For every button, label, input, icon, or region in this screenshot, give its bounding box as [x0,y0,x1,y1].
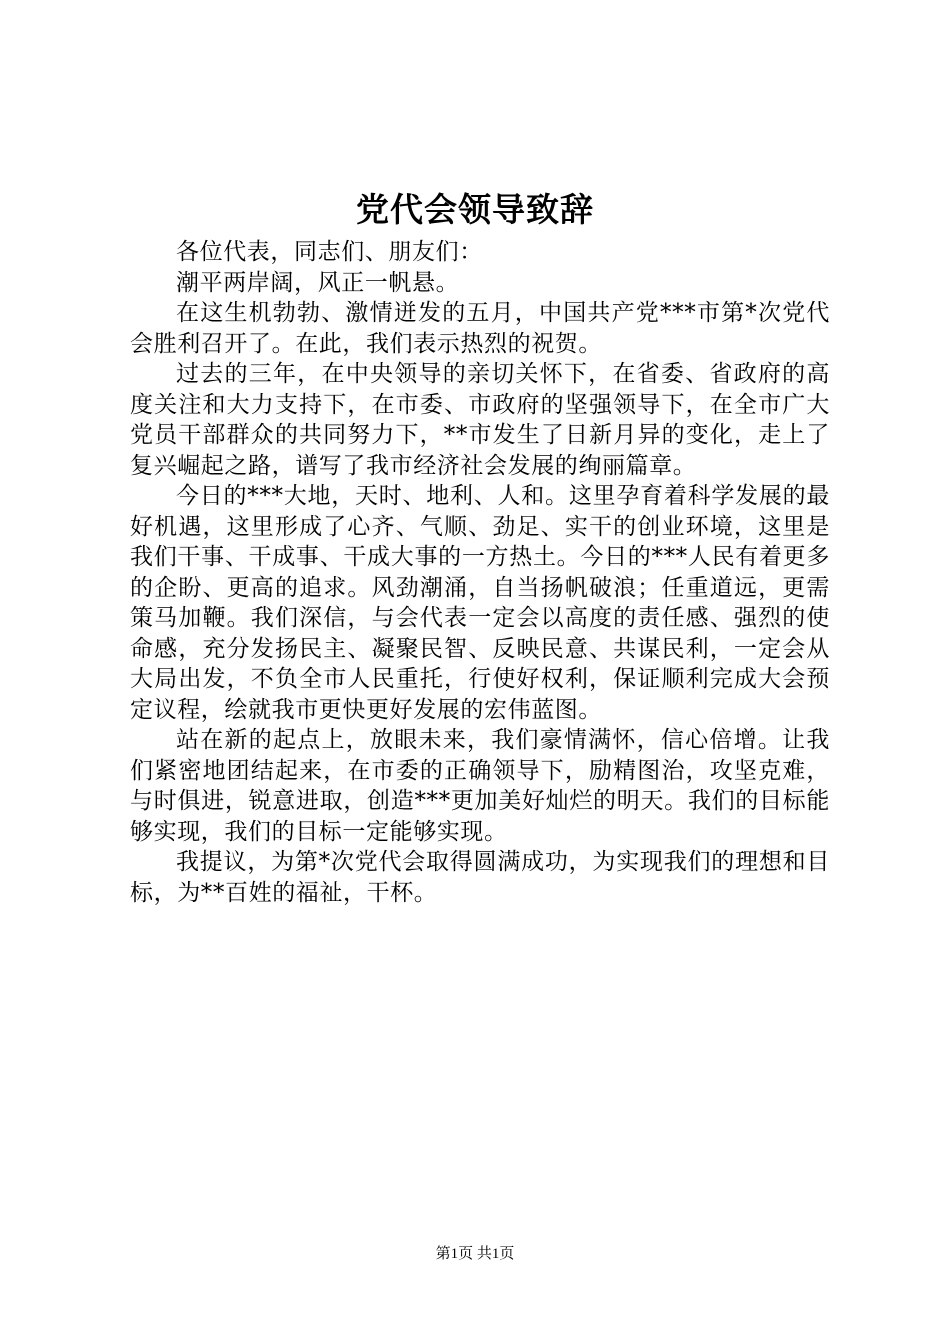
paragraph-congratulation: 在这生机勃勃、激情迸发的五月，中国共产党***市第*次党代会胜利召开了。在此，我们表示热烈的祝贺。 [130,300,830,357]
document-body [130,237,830,908]
page-footer: 第1页 共1页 [435,1246,515,1262]
paragraph-today: 今日的***大地，天时、地利、人和。这里孕育着科学发展的最好机遇，这里形成了心齐、气顺、劲足、实干的创业环境，这里是我们干事、干成事、干成大事的一方热土。今日的***人民有着更多的企盼、更高的追求。风劲潮涌，自当扬帆破浪；任重道远，更需策马加鞭。我们深信，与会代表一定会以高度的责任感、强烈的使命感，充分发扬民主、凝聚民智、反映民意、共谋民利，一定会从大局出发，不负全市人民重托，行使好权利，保证顺利完成大会预定议程，绘就我市更快更好发展的宏伟蓝图。 [130,483,830,723]
paragraph-opening-verse: 潮平两岸阔，风正一帆悬。 [176,269,460,296]
paragraph-toast: 我提议，为第*次党代会取得圆满成功，为实现我们的理想和目标，为**百姓的福祉，干杯。 [130,849,830,906]
paragraph-new-starting-point: 站在新的起点上，放眼未来，我们豪情满怀，信心倍增。让我们紧密地团结起来，在市委的正确领导下，励精图治，攻坚克难，与时俱进，锐意进取，创造***更加美好灿烂的明天。我们的目标能够实现，我们的目标一定能够实现。 [130,727,830,845]
paragraph-past-three-years: 过去的三年，在中央领导的亲切关怀下，在省委、省政府的高度关注和大力支持下，在市委、市政府的坚强领导下，在全市广大党员干部群众的共同努力下，**市发生了日新月异的变化，走上了复兴崛起之路，谱写了我市经济社会发展的绚丽篇章。 [130,361,830,479]
paragraph-salutation: 各位代表，同志们、朋友们： [176,239,483,265]
document-title: 党代会领导致辞 [356,190,594,229]
